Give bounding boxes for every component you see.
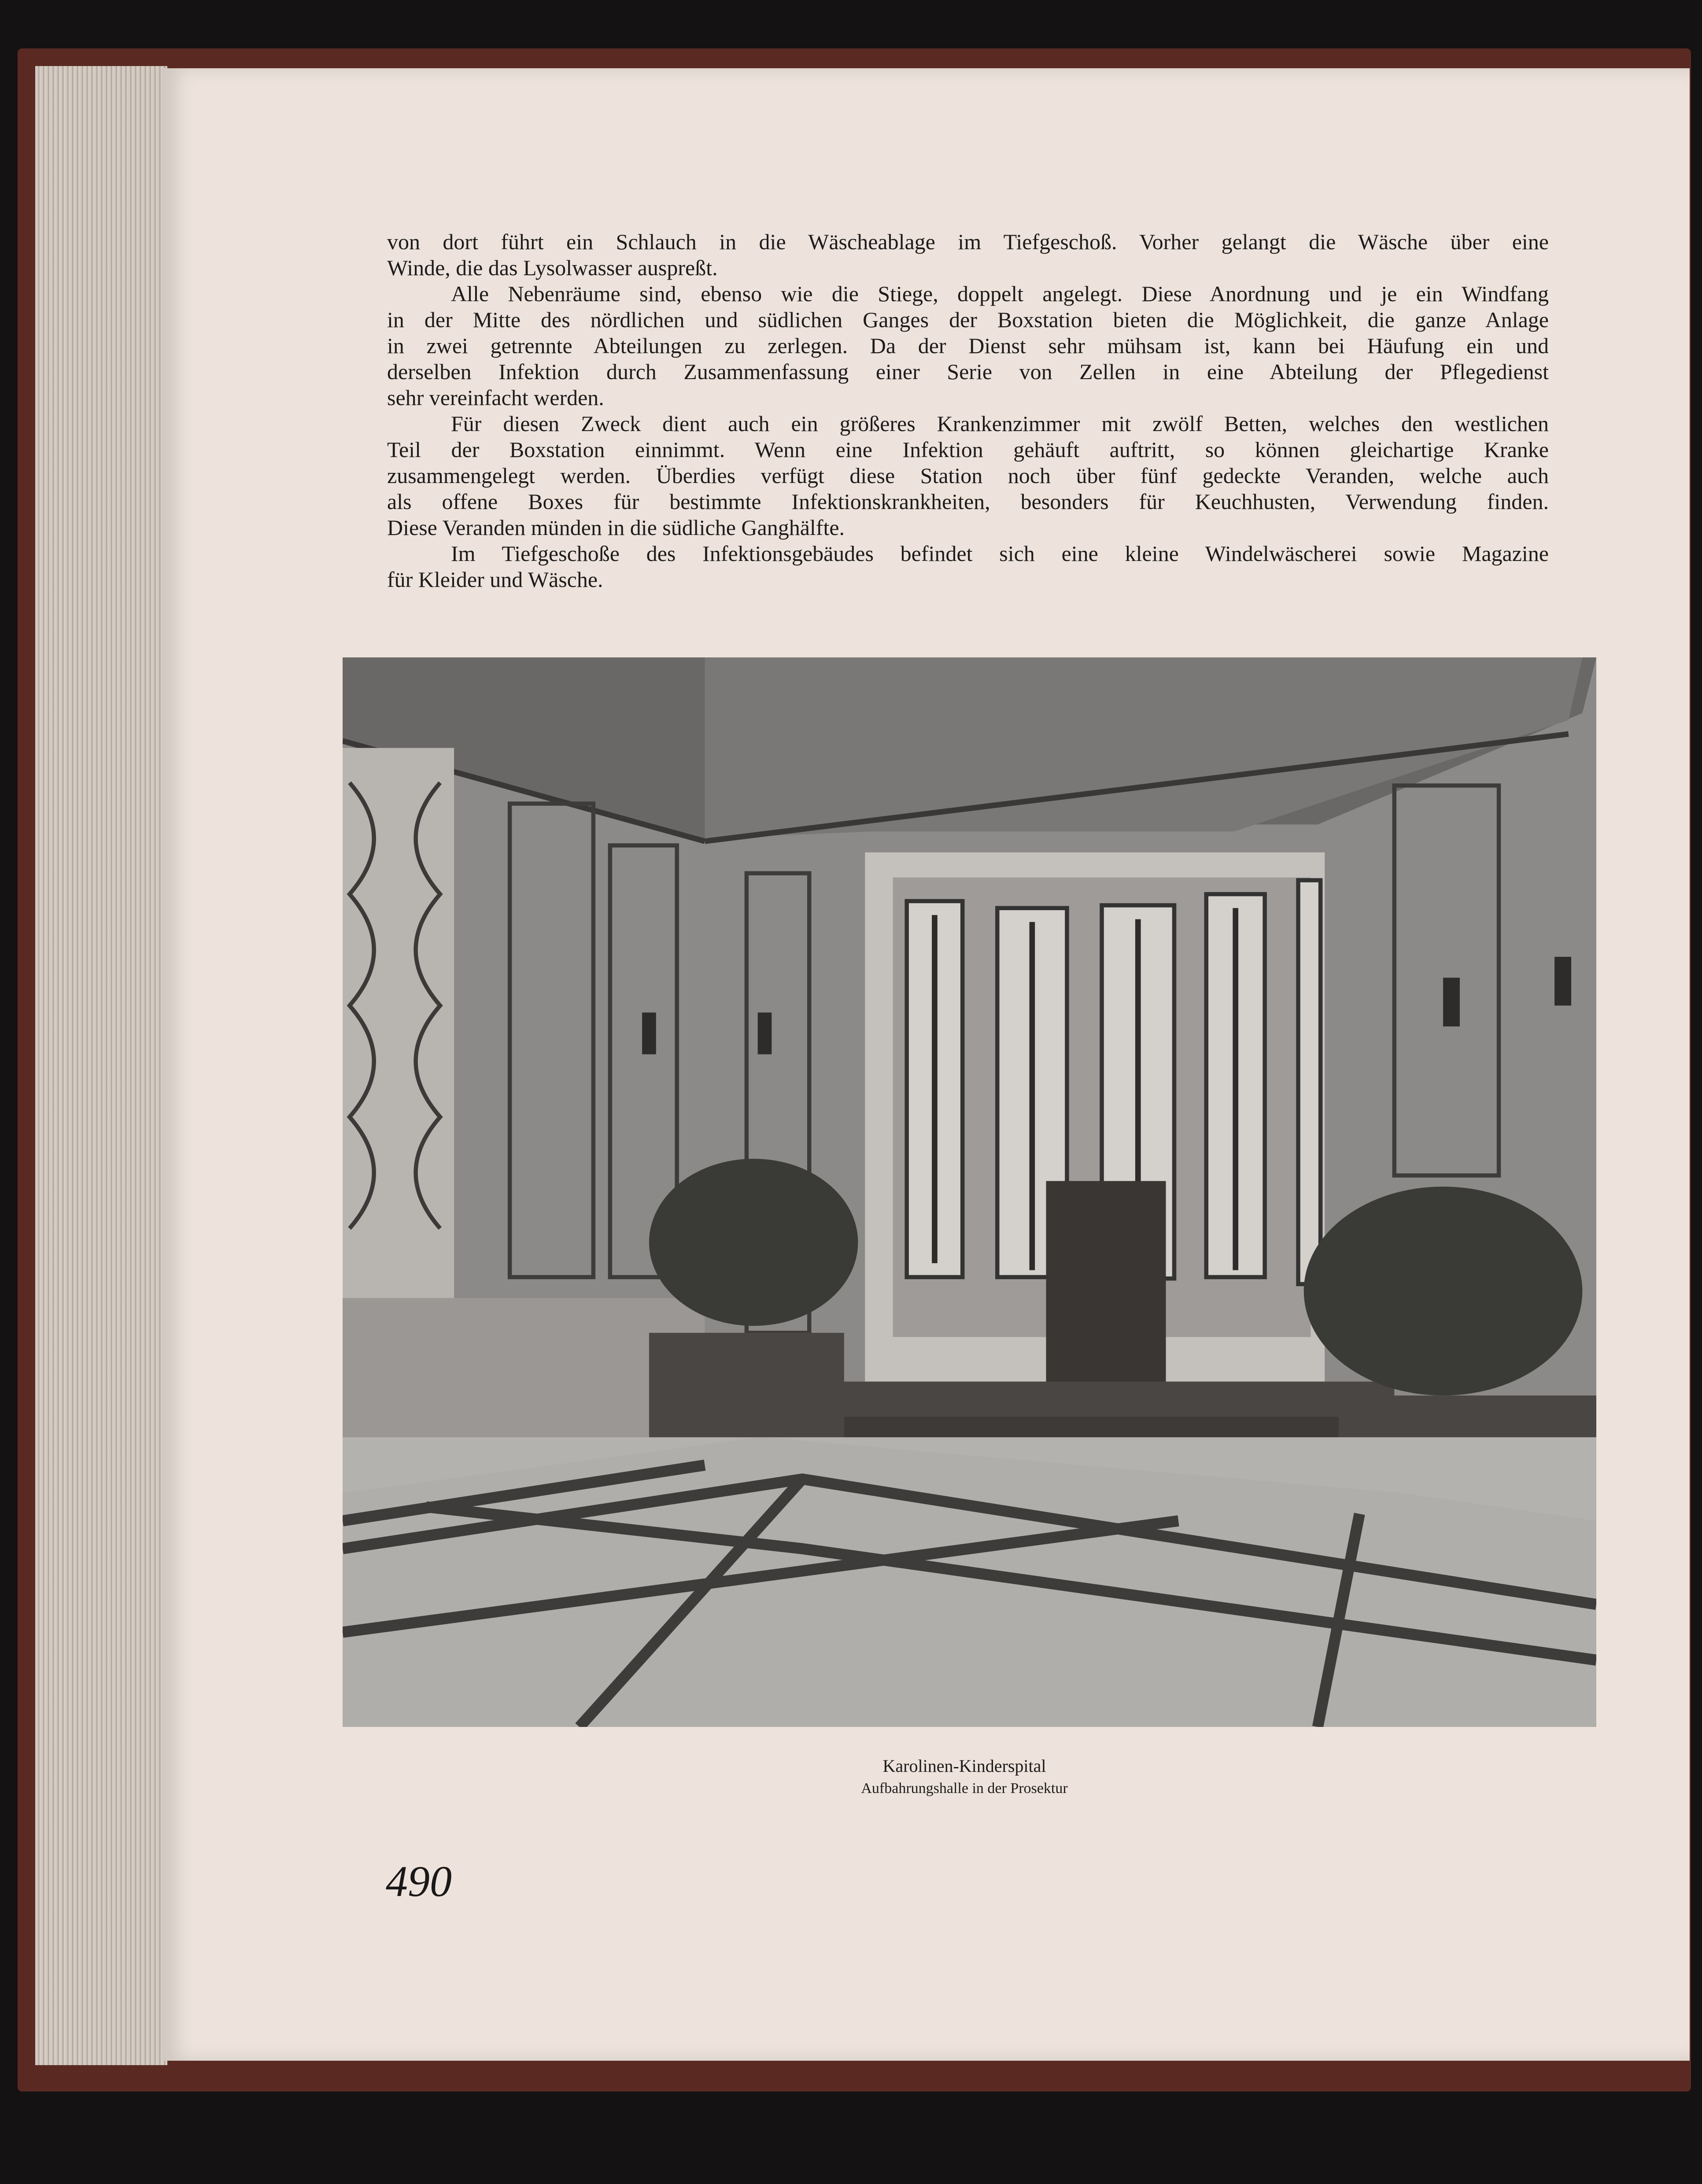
text-line: Für diesen Zweck dient auch ein größeres Krankenzimmer mit zwölf Betten, welches den westlichen	[451, 411, 1549, 436]
photograph-aufbahrungshalle	[343, 657, 1596, 1727]
body-text	[387, 229, 1549, 593]
page-edges	[35, 66, 167, 2065]
text-line: Winde, die das Lysolwasser ausprеßt.	[387, 255, 718, 280]
text-line: für Kleider und Wäsche.	[387, 567, 603, 592]
caption-subtitle: Aufbahrungshalle in der Prosektur	[861, 1780, 1068, 1797]
text-line: als offene Boxes für bestimmte Infektionskrankheiten, besonders für Keuchhusten, Verwendung finden.	[387, 489, 1549, 514]
lectern	[1046, 1181, 1166, 1390]
text-line: von dort führt ein Schlauch in die Wäscheablage im Tiefgeschoß. Vorher gelangt die Wäsche über eine	[387, 229, 1549, 254]
text-line: Im Tiefgeschoße des Infektionsgebäudes befindet sich eine kleine Windelwäscherei sowie Magazine	[451, 541, 1549, 566]
text-line: derselben Infektion durch Zusammenfassung einer Serie von Zellen in eine Abteilung der Pflegedienst	[387, 359, 1549, 384]
text-line: in zwei getrennte Abteilungen zu zerlegen. Da der Dienst sehr mühsam ist, kann bei Häufung ein und	[387, 333, 1549, 358]
text-line: Teil der Boxstation einnimmt. Wenn eine Infektion gehäuft auftritt, so können gleichartige Kranke	[387, 437, 1549, 462]
text-line: sehr vereinfacht werden.	[387, 385, 604, 410]
text-line: zusammengelegt werden. Überdies verfügt diese Station noch über fünf gedeckte Veranden, welche auch	[387, 463, 1549, 488]
text-line: Alle Nebenräume sind, ebenso wie die Stiege, doppelt angelegt. Diese Anordnung und je ein Windfang	[451, 281, 1549, 306]
plant-right	[1304, 1187, 1583, 1395]
figure-caption	[705, 1755, 1224, 1800]
plant-left	[649, 1159, 858, 1326]
caption-title: Karolinen-Kinderspital	[882, 1756, 1046, 1776]
page-number: 490	[386, 1857, 452, 1906]
text-line: in der Mitte des nördlichen und südlichen Ganges der Boxstation bieten die Möglichkeit, die ganze Anlage	[387, 307, 1549, 332]
step	[837, 1382, 1394, 1417]
text-line: Diese Veranden münden in die südliche Ganghälfte.	[387, 515, 845, 540]
plant-stand-left	[649, 1333, 844, 1444]
